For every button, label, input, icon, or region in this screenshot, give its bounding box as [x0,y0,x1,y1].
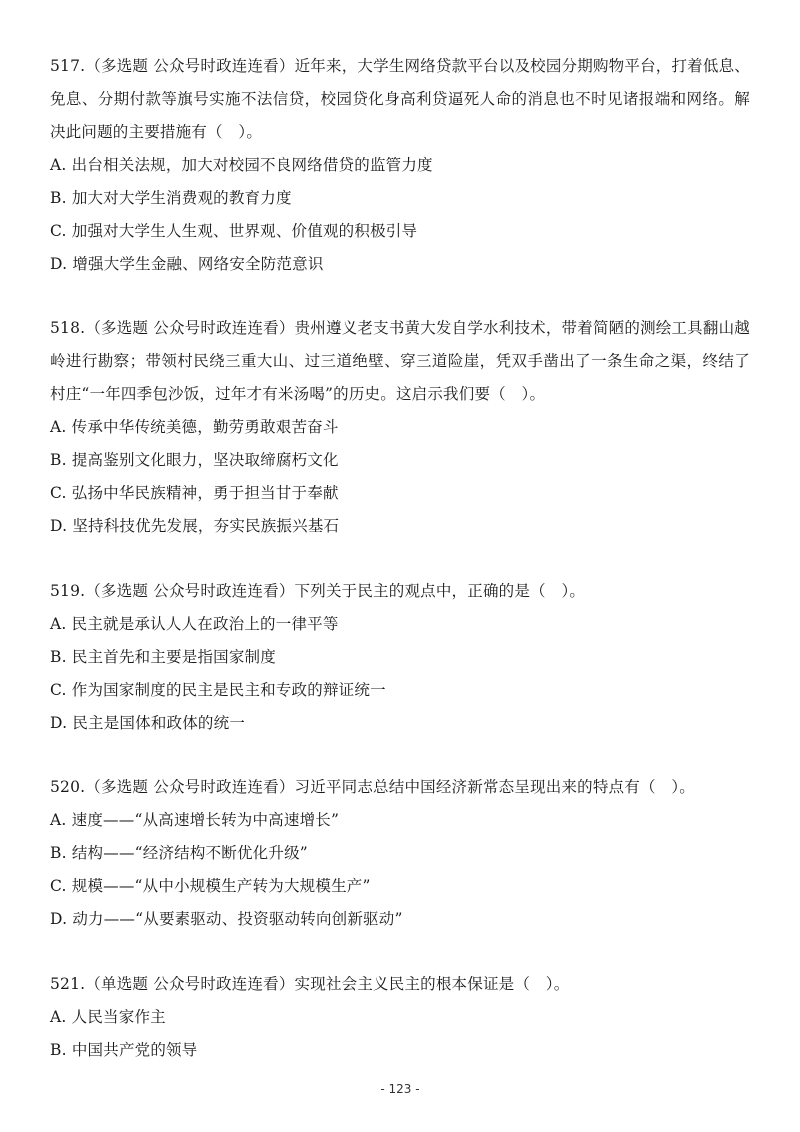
option-b: B. 结构——“经济结构不断优化升级” [50,844,308,862]
option-c: C. 作为国家制度的民主是民主和专政的辩证统一 [50,681,386,699]
option-d: D. 坚持科技优先发展，夯实民族振兴基石 [50,517,340,535]
option-a: A. 传承中华传统美德，勤劳勇敢艰苦奋斗 [50,418,339,436]
option-b: B. 加大对大学生消费观的教育力度 [50,189,292,207]
option-a: A. 人民当家作主 [50,1008,166,1026]
option-d: D. 动力——“从要素驱动、投资驱动转向创新驱动” [50,910,403,928]
option-a: A. 出台相关法规，加大对校园不良网络借贷的监管力度 [50,156,433,174]
option-a: A. 民主就是承认人人在政治上的一律平等 [50,615,339,633]
question-521 [50,968,750,1067]
option-c: C. 弘扬中华民族精神，勇于担当甘于奉献 [50,484,339,502]
question-stem: 521.（单选题 公众号时政连连看）实现社会主义民主的根本保证是（ ）。 [50,975,570,993]
option-b: B. 中国共产党的领导 [50,1041,198,1059]
page-number: - 123 - [380,1082,420,1096]
option-d: D. 民主是国体和政体的统一 [50,714,246,732]
option-c: C. 加强对大学生人生观、世界观、价值观的积极引导 [50,222,418,240]
question-517 [50,50,750,281]
option-c: C. 规模——“从中小规模生产转为大规模生产” [50,877,371,895]
question-518 [50,312,750,543]
question-stem: 518.（多选题 公众号时政连连看）贵州遵义老支书黄大发自学水利技术，带着简陋的测绘工具翻山越岭进行勘察；带领村民绕三重大山、过三道绝壁、穿三道险崖，凭双手凿出了一条生命之渠，终结了村庄“一年四季包沙饭，过年才有米汤喝”的历史。这启示我们要（ ）。 [50,319,750,403]
option-a: A. 速度——“从高速增长转为中高速增长” [50,811,340,829]
option-b: B. 民主首先和主要是指国家制度 [50,648,276,666]
question-stem: 517.（多选题 公众号时政连连看）近年来，大学生网络贷款平台以及校园分期购物平台，打着低息、免息、分期付款等旗号实施不法信贷，校园贷化身高利贷逼死人命的消息也不时见诸报端和网络。解决此问题的主要措施有（ ）。 [50,57,750,141]
question-stem: 520.（多选题 公众号时政连连看）习近平同志总结中国经济新常态呈现出来的特点有（ ）。 [50,778,695,796]
question-520 [50,771,750,936]
question-stem: 519.（多选题 公众号时政连连看）下列关于民主的观点中，正确的是（ ）。 [50,582,586,600]
option-d: D. 增强大学生金融、网络安全防范意识 [50,255,324,273]
option-b: B. 提高鉴别文化眼力，坚决取缔腐朽文化 [50,451,339,469]
question-519 [50,575,750,740]
